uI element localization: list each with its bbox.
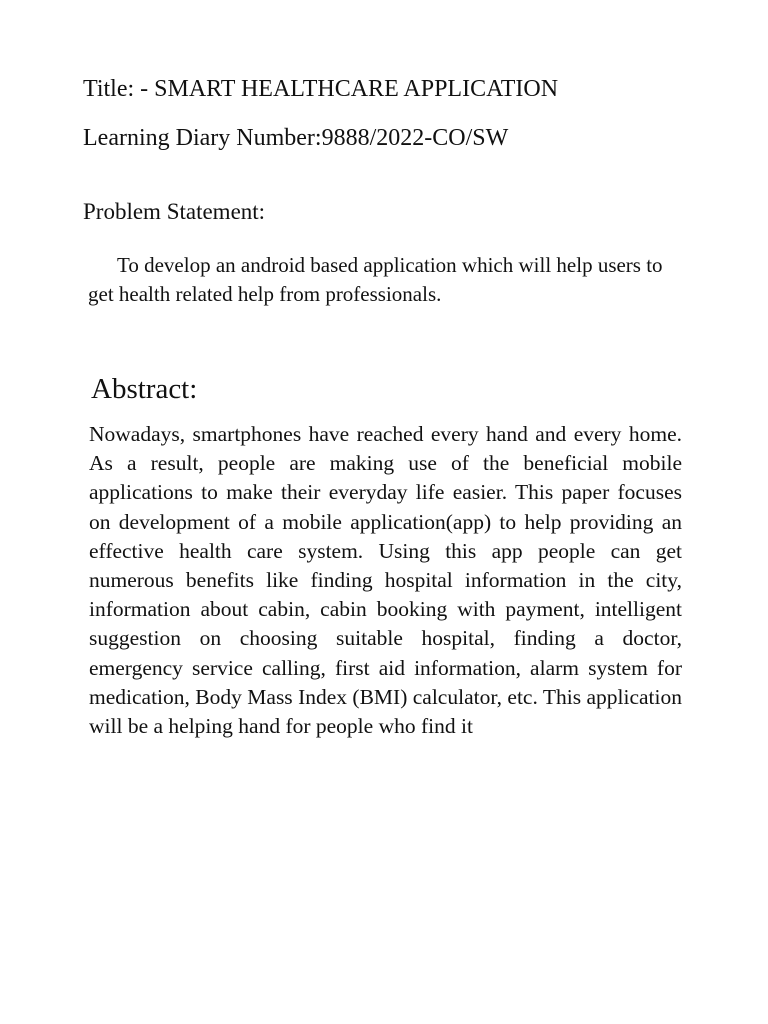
learning-diary-number: Learning Diary Number:9888/2022-CO/SW: [83, 125, 509, 151]
problem-statement-heading: Problem Statement:: [83, 199, 266, 224]
abstract-heading: Abstract:: [91, 373, 198, 405]
problem-statement-text: To develop an android based application which will help users to get health related help from professionals.: [88, 253, 663, 306]
document-title: Title: - SMART HEALTHCARE APPLICATION: [83, 76, 559, 102]
abstract-text: Nowadays, smartphones have reached every hand and every home. As a result, people are making use of the beneficial mobile applications to make their everyday life easier. This paper focuses on development of a mobile application(app) to help providing an effective health care system. Using this app people can get numerous benefits like finding hospital information in the city, information about cabin, cabin booking with payment, intelligent suggestion on choosing suitable hospital, finding a doctor, emergency service calling, first aid information, alarm system for medication, Body Mass Index (BMI) calculator, etc. This application will be a helping hand for people who find it: [89, 422, 682, 739]
